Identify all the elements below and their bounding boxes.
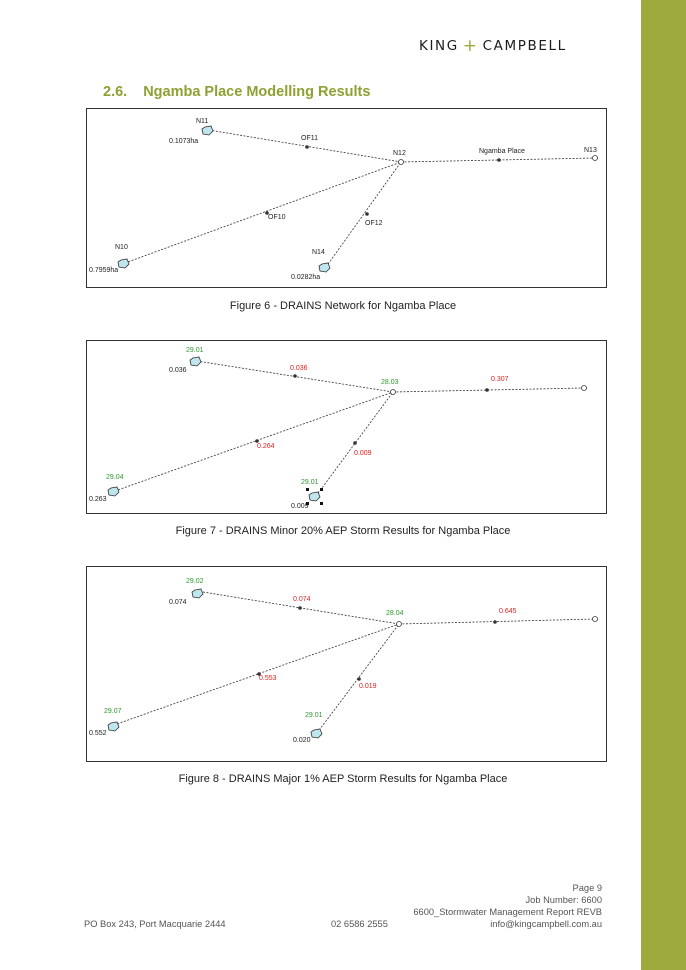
n11-node bbox=[190, 357, 201, 366]
n12-junction bbox=[391, 390, 396, 395]
n11-area-label: 0.1073ha bbox=[169, 138, 199, 145]
logo-word-campbell: CAMPBELL bbox=[482, 38, 567, 54]
n13-label: N13 bbox=[584, 147, 597, 154]
n11-label: N11 bbox=[196, 118, 209, 125]
logo-plus: + bbox=[462, 36, 479, 56]
footer-address: PO Box 243, Port Macquarie 2444 bbox=[84, 919, 226, 929]
link-n10-n12 bbox=[115, 392, 393, 491]
n10-node bbox=[118, 259, 129, 268]
link-n10-n12 bbox=[114, 624, 399, 725]
section-title: Ngamba Place Modelling Results bbox=[143, 84, 371, 100]
of12-label: OF12 bbox=[365, 220, 383, 227]
of12-marker bbox=[357, 677, 361, 681]
ngamba-marker bbox=[485, 388, 489, 392]
of10-flow-label: 0.264 bbox=[257, 443, 275, 450]
n13-junction bbox=[593, 617, 598, 622]
n12-level-label: 28.04 bbox=[386, 610, 404, 617]
outlet-flow-label: 0.645 bbox=[499, 608, 517, 615]
n14-label: N14 bbox=[312, 249, 325, 256]
n14-flow-label: 0.009 bbox=[291, 503, 309, 510]
n10-area-label: 0.7959ha bbox=[89, 267, 119, 274]
of11-flow-label: 0.074 bbox=[293, 596, 311, 603]
of10-label: OF10 bbox=[268, 214, 286, 221]
ngamba-marker bbox=[497, 158, 501, 162]
footer-job-number: Job Number: 6600 bbox=[525, 895, 602, 905]
n11-node bbox=[192, 589, 203, 598]
outlet-flow-label: 0.307 bbox=[491, 376, 509, 383]
n14-area-label: 0.0282ha bbox=[291, 274, 321, 281]
footer-report-name: 6600_Stormwater Management Report REVB bbox=[413, 907, 602, 917]
select-handle bbox=[320, 502, 323, 505]
figure-6-network-diagram bbox=[86, 108, 607, 288]
n14-level-label: 29.01 bbox=[305, 712, 323, 719]
footer-phone: 02 6586 2555 bbox=[331, 919, 388, 929]
n10-flow-label: 0.552 bbox=[89, 730, 107, 737]
n13-junction bbox=[582, 386, 587, 391]
n10-flow-label: 0.263 bbox=[89, 496, 107, 503]
of11-flow-label: 0.036 bbox=[290, 365, 308, 372]
ngamba-place-label: Ngamba Place bbox=[479, 148, 525, 155]
figure-7-minor-storm-diagram bbox=[86, 340, 607, 514]
of12-flow-label: 0.019 bbox=[359, 683, 377, 690]
n14-flow-label: 0.020 bbox=[293, 737, 311, 744]
n11-node bbox=[202, 126, 213, 135]
n10-label: N10 bbox=[115, 244, 128, 251]
footer-email[interactable]: info@kingcampbell.com.au bbox=[490, 919, 602, 929]
footer-page-number: Page 9 bbox=[572, 883, 602, 893]
ngamba-marker bbox=[493, 620, 497, 624]
link-n12-n13 bbox=[399, 619, 595, 624]
n11-flow-label: 0.036 bbox=[169, 367, 187, 374]
figure-6-caption: Figure 6 - DRAINS Network for Ngamba Place bbox=[229, 300, 457, 312]
n10-node bbox=[108, 487, 119, 496]
n12-junction bbox=[397, 622, 402, 627]
section-heading bbox=[103, 84, 370, 100]
of11-label: OF11 bbox=[301, 135, 318, 142]
n14-node bbox=[309, 492, 320, 501]
n14-node bbox=[311, 729, 322, 738]
of12-marker bbox=[353, 441, 357, 445]
of11-marker bbox=[293, 374, 297, 378]
n11-level-label: 29.01 bbox=[186, 347, 204, 354]
company-logo bbox=[419, 35, 567, 55]
n11-flow-label: 0.074 bbox=[169, 599, 187, 606]
of10-flow-label: 0.553 bbox=[259, 675, 277, 682]
link-n10-n12 bbox=[125, 162, 401, 263]
of12-flow-label: 0.009 bbox=[354, 450, 372, 457]
n10-level-label: 29.04 bbox=[106, 474, 124, 481]
figure-8-major-storm-diagram bbox=[86, 566, 607, 762]
of12-marker bbox=[365, 212, 369, 216]
n12-label: N12 bbox=[393, 150, 406, 157]
figure-7-caption: Figure 7 - DRAINS Minor 20% AEP Storm Results for Ngamba Place bbox=[175, 525, 511, 537]
n10-node bbox=[108, 722, 119, 731]
n12-junction bbox=[399, 160, 404, 165]
n13-junction bbox=[593, 156, 598, 161]
link-n14-n12 bbox=[326, 162, 401, 267]
section-number: 2.6. bbox=[103, 84, 128, 100]
select-handle bbox=[320, 488, 323, 491]
of11-marker bbox=[305, 145, 309, 149]
side-accent-bar bbox=[641, 0, 686, 970]
n12-level-label: 28.03 bbox=[381, 379, 399, 386]
n14-level-label: 29.01 bbox=[301, 479, 319, 486]
n10-level-label: 29.07 bbox=[104, 708, 122, 715]
n14-node bbox=[319, 263, 330, 272]
n11-level-label: 29.02 bbox=[186, 578, 204, 585]
logo-word-king: KING bbox=[419, 38, 459, 54]
figure-8-caption: Figure 8 - DRAINS Major 1% AEP Storm Results for Ngamba Place bbox=[178, 773, 508, 785]
select-handle bbox=[306, 488, 309, 491]
of11-marker bbox=[298, 606, 302, 610]
